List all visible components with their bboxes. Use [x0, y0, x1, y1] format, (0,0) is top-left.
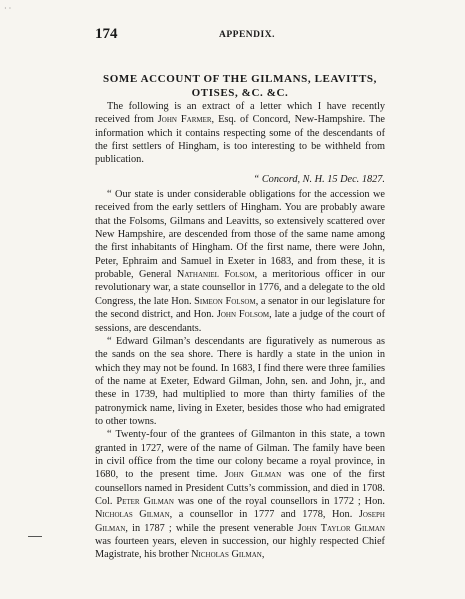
person-name: Nicholas Gilman: [191, 549, 262, 561]
intro-paragraph: [95, 100, 385, 167]
intro-text: The following is an extract of a letter which I have recently received from: [95, 101, 385, 126]
p1-text-a: “ Our state is under considerable obligations for the accession we received from the early settlers of Hingham. You are probably aware that the Folsoms, Gilmans and Leavitts, so extensively scattered over New Hampshire, are descended from those of the same name among the first inhabitants of Hingham. Of the first name, there were John, Peter, Ephraim and Samuel in Exeter in 1683, and from these, it is probable, General: [95, 189, 385, 281]
letter-dateline: [95, 173, 385, 186]
scan-speckle: · ·: [4, 4, 12, 13]
person-name: Nathaniel Folsom: [176, 269, 255, 281]
intro-text-rest: , Esq. of Concord, New-Hampshire. The information which it contains respecting some of the descendants of the first settlers of Hingham, is too interesting to be withheld from publication.: [95, 114, 385, 166]
person-name: John Taylor Gilman: [297, 522, 385, 534]
section-title: [95, 72, 385, 100]
letter-paragraph-3: [95, 428, 385, 561]
p1-text-d: , late a judge of the court of sessions, are descendants.: [95, 309, 386, 334]
p3-text-d: , a counsellor in 1777 and 1778, Hon.: [169, 509, 359, 521]
p3-text-f: was fourteen years, eleven in succession, our highly respected Chief Magistrate, his brother: [95, 536, 385, 561]
p3-text-a: “ Twenty-four of the grantees of Gilmanton in this state, a town granted in 1727, were of the name of Gilman. The family have been in civil office from the time our colony became a royal province, in 1680, to the present time.: [95, 429, 385, 481]
section-title-line-1: SOME ACCOUNT OF THE GILMANS, LEAVITTS,: [103, 73, 377, 85]
person-name: Peter Gilman: [116, 495, 174, 507]
p3-text-e: , in 1787 ; while the present venerable: [125, 522, 298, 534]
person-name: Joseph Gilman: [95, 509, 385, 534]
person-name: John Farmer: [157, 114, 212, 126]
person-name: Nicholas Gilman: [95, 509, 170, 521]
p3-text-g: ,: [261, 549, 265, 561]
section-title-line-2: OTISES, &C. &C.: [191, 87, 289, 99]
p3-text-c: was one of the royal counsellors in 1772 ; Hon.: [173, 495, 385, 507]
p1-text-b: , a meritorious officer in our revolutionary war, a state counsellor in 1776, and a delegate to the old Congress, the late Hon.: [95, 269, 385, 307]
person-name: John Folsom: [216, 309, 270, 321]
letter-paragraph-2: “ Edward Gilman’s descendants are figuratively as numerous as the sands on the sea shore. There is hardly a state in the union in which they may not be found. In 1683, I find there were three families of the name at Exeter, Edward Gilman, John, sen. and John, jr., and these in 1739, had multiplied to more than thirty families of the patronymick name, living in Exeter, besides those who had emigrated to other towns.: [95, 335, 385, 427]
p1-text-c: , a senator in our legislature for the second district, and Hon.: [95, 295, 385, 321]
person-name: Simeon Folsom: [194, 295, 256, 307]
margin-mark: [28, 536, 42, 537]
letter-paragraph-1: [95, 188, 385, 335]
page-number: 174: [95, 26, 118, 42]
p3-text-b: was one of the first counsellors named in President Cutts’s commission, and died in 1708. Col.: [95, 469, 385, 507]
running-head: APPENDIX.: [219, 30, 275, 40]
dateline-text: “ Concord, N. H. 15 Dec. 1827.: [253, 173, 385, 185]
person-name: John Gilman: [224, 469, 282, 481]
body-text: [95, 100, 385, 562]
